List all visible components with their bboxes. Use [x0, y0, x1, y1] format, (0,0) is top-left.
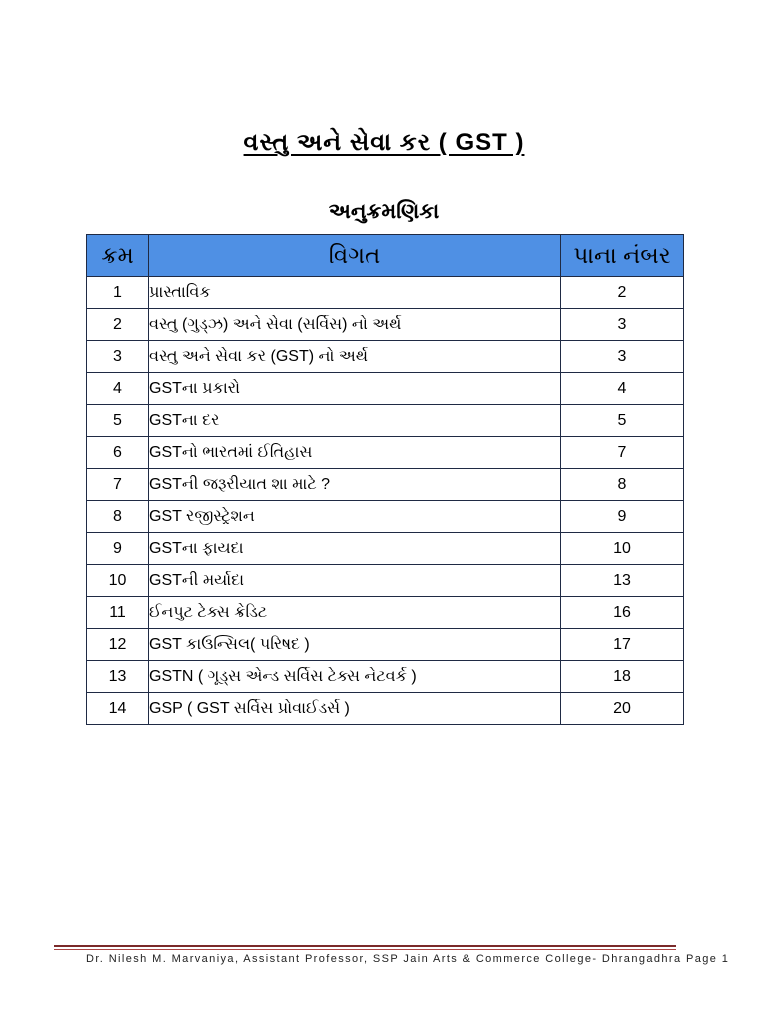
- contents-table-header: [87, 235, 684, 277]
- table-row: [87, 693, 684, 725]
- row-page-number: 3: [561, 341, 684, 373]
- row-page-number: 5: [561, 405, 684, 437]
- row-number: 7: [87, 469, 149, 501]
- row-page-number: 18: [561, 661, 684, 693]
- table-row: [87, 629, 684, 661]
- row-number: 2: [87, 309, 149, 341]
- row-number: 10: [87, 565, 149, 597]
- header-row: [87, 235, 684, 277]
- footer-rule-thin: [54, 949, 676, 950]
- table-row: [87, 437, 684, 469]
- table-row: [87, 597, 684, 629]
- row-topic: GSTના દર: [149, 405, 561, 437]
- contents-table-body: [87, 277, 684, 725]
- table-row: [87, 341, 684, 373]
- row-number: 12: [87, 629, 149, 661]
- row-topic: GSP ( GST સર્વિસ પ્રોવાઈડર્સ ): [149, 693, 561, 725]
- row-topic: GSTN ( ગૂડ્સ એન્ડ સર્વિસ ટેક્સ નેટવર્ક ): [149, 661, 561, 693]
- table-row: [87, 309, 684, 341]
- row-number: 5: [87, 405, 149, 437]
- footer-rule: [54, 945, 676, 947]
- row-topic: પ્રાસ્તાવિક: [149, 277, 561, 309]
- row-topic: GSTના ફાયદા: [149, 533, 561, 565]
- row-page-number: 2: [561, 277, 684, 309]
- page-title: વસ્તુ અને સેવા કર ( GST ): [243, 129, 525, 156]
- row-topic: GSTના પ્રકારો: [149, 373, 561, 405]
- row-topic: ઈનપુટ ટેક્સ ક્રેડિટ: [149, 597, 561, 629]
- table-row: [87, 373, 684, 405]
- table-row: [87, 533, 684, 565]
- row-number: 6: [87, 437, 149, 469]
- row-page-number: 7: [561, 437, 684, 469]
- index-heading: અનુક્રમણિકા: [328, 200, 440, 223]
- row-topic: GSTની મર્યાદા: [149, 565, 561, 597]
- row-page-number: 4: [561, 373, 684, 405]
- header-topic: વિગત: [149, 235, 561, 277]
- row-topic: GST રજીસ્ટ્રેશન: [149, 501, 561, 533]
- row-number: 3: [87, 341, 149, 373]
- contents-table: [86, 234, 684, 725]
- row-topic: વસ્તુ (ગુડ્ઝ) અને સેવા (સર્વિસ) નો અર્થ: [149, 309, 561, 341]
- row-page-number: 9: [561, 501, 684, 533]
- row-page-number: 16: [561, 597, 684, 629]
- header-page: પાના નંબર: [561, 235, 684, 277]
- row-number: 11: [87, 597, 149, 629]
- row-topic: GSTનો ભારતમાં ઈતિહાસ: [149, 437, 561, 469]
- row-page-number: 17: [561, 629, 684, 661]
- footer-text: Dr. Nilesh M. Marvaniya, Assistant Professor, SSP Jain Arts & Commerce College- Dhrangadhra Page 1: [86, 953, 730, 965]
- row-page-number: 20: [561, 693, 684, 725]
- row-number: 8: [87, 501, 149, 533]
- row-topic: GSTની જરૂરીયાત શા માટે ?: [149, 469, 561, 501]
- row-page-number: 13: [561, 565, 684, 597]
- row-topic: વસ્તુ અને સેવા કર (GST) નો અર્થ: [149, 341, 561, 373]
- row-number: 14: [87, 693, 149, 725]
- row-page-number: 3: [561, 309, 684, 341]
- row-page-number: 10: [561, 533, 684, 565]
- table-row: [87, 277, 684, 309]
- row-topic: GST કાઉન્સિલ( પરિષદ ): [149, 629, 561, 661]
- table-row: [87, 501, 684, 533]
- table-row: [87, 405, 684, 437]
- row-page-number: 8: [561, 469, 684, 501]
- row-number: 13: [87, 661, 149, 693]
- table-row: [87, 565, 684, 597]
- table-row: [87, 469, 684, 501]
- table-row: [87, 661, 684, 693]
- row-number: 1: [87, 277, 149, 309]
- header-number: ક્રમ: [87, 235, 149, 277]
- row-number: 4: [87, 373, 149, 405]
- row-number: 9: [87, 533, 149, 565]
